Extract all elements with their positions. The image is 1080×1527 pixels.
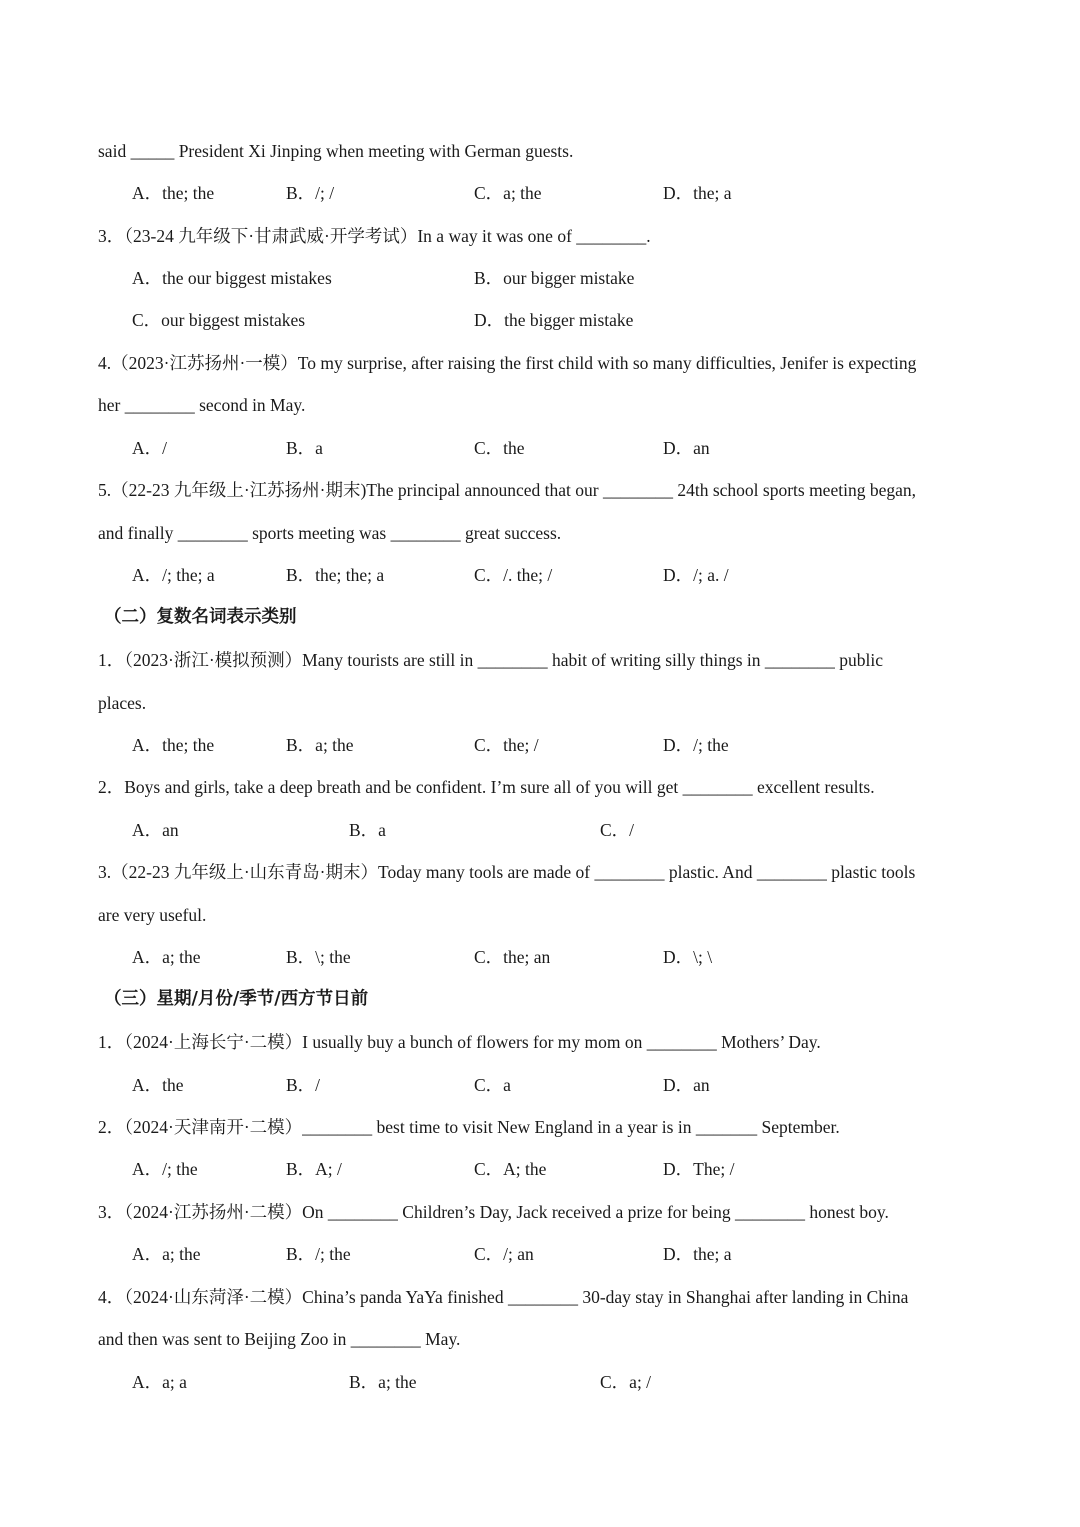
option-d: D．/; a. / [663,565,729,585]
option-b: B．/ [286,1075,321,1095]
option-a: A．an [132,820,179,840]
option-b: B．/; / [286,183,335,203]
options-row [0,182,1080,204]
options-row [0,819,1080,841]
section-heading: （二）复数名词表示类别 [104,607,297,627]
option-a: A．a; the [132,947,201,967]
question-text: are very useful. [98,905,207,925]
option-b: B．the; the; a [286,565,385,585]
option-d: D．an [663,438,710,458]
option-b: B．a; the [349,1372,417,1392]
option-c: C．a [474,1075,511,1095]
question-text: and finally ________ sports meeting was ________ great success. [98,523,562,543]
option-d: D．an [663,1075,710,1095]
question-text: 3．（2024·江苏扬州·二模）On ________ Children’s Day, Jack received a prize for being ________ honest boy. [98,1202,889,1222]
option-c: C．/. the; / [474,565,553,585]
question-text: 4．（2024·山东菏泽·二模）China’s panda YaYa finished ________ 30-day stay in Shanghai after landing in China [98,1287,909,1307]
question-text: 5.（22-23 九年级上·江苏扬州·期末)The principal announced that our ________ 24th school sports meeting began, [98,480,916,500]
option-b: B．a; the [286,735,354,755]
question-text: places. [98,693,147,713]
question-text: 2．（2024·天津南开·二模）________ best time to visit New England in a year is in _______ September. [98,1117,840,1137]
option-b: B．a [286,438,323,458]
option-a: A．a; the [132,1244,201,1264]
option-c: C．the [474,438,525,458]
question-text: 3．（23-24 九年级下·甘肃武威·开学考试）In a way it was one of ________. [98,226,651,246]
option-d: D．the; a [663,1244,732,1264]
option-a: A．/ [132,438,167,458]
options-row [0,267,1080,289]
option-d: D．The; / [663,1159,735,1179]
option-a: A．the [132,1075,184,1095]
option-c: C．the; an [474,947,551,967]
option-b: B．A; / [286,1159,342,1179]
question-text: 1．（2024·上海长宁·二模）I usually buy a bunch of flowers for my mom on ________ Mothers’ Day. [98,1032,821,1052]
option-d: D．the; a [663,183,732,203]
options-row [0,437,1080,459]
question-text: and then was sent to Beijing Zoo in ________ May. [98,1329,461,1349]
option-c: C．a; / [600,1372,652,1392]
question-text: 4.（2023·江苏扬州·一模）To my surprise, after raising the first child with so many difficulties, Jenifer is expecting [98,353,917,373]
option-c: C．our biggest mistakes [132,310,306,330]
option-c: C．/; an [474,1244,534,1264]
options-row [0,1074,1080,1096]
section-heading: （三）星期/月份/季节/西方节日前 [104,989,369,1009]
option-c: C．/ [600,820,635,840]
option-d: D．the bigger mistake [474,310,634,330]
option-b: B．\; the [286,947,351,967]
question-text: 2．Boys and girls, take a deep breath and be confident. I’m sure all of you will get ________ excellent results. [98,777,875,797]
option-b: B．our bigger mistake [474,268,635,288]
question-text: 3.（22-23 九年级上·山东青岛·期末）Today many tools are made of ________ plastic. And ________ plastic tools [98,862,916,882]
option-c: C．the; / [474,735,539,755]
options-row [0,1371,1080,1393]
question-text: said _____ President Xi Jinping when meeting with German guests. [98,141,574,161]
option-a: A．the; the [132,183,215,203]
question-text: 1．（2023·浙江·模拟预测）Many tourists are still in ________ habit of writing silly things in ________ public [98,650,884,670]
option-d: D．\; \ [663,947,713,967]
option-b: B．a [349,820,386,840]
options-row [0,946,1080,968]
option-a: A．the our biggest mistakes [132,268,332,288]
option-c: C．a; the [474,183,542,203]
option-a: A．/; the [132,1159,198,1179]
option-d: D．/; the [663,735,729,755]
options-row [0,1243,1080,1265]
option-c: C．A; the [474,1159,547,1179]
option-a: A．/; the; a [132,565,215,585]
options-row [0,1158,1080,1180]
question-text: her ________ second in May. [98,395,306,415]
options-row [0,734,1080,756]
option-a: A．a; a [132,1372,187,1392]
options-row [0,564,1080,586]
option-b: B．/; the [286,1244,351,1264]
options-row [0,309,1080,331]
option-a: A．the; the [132,735,215,755]
